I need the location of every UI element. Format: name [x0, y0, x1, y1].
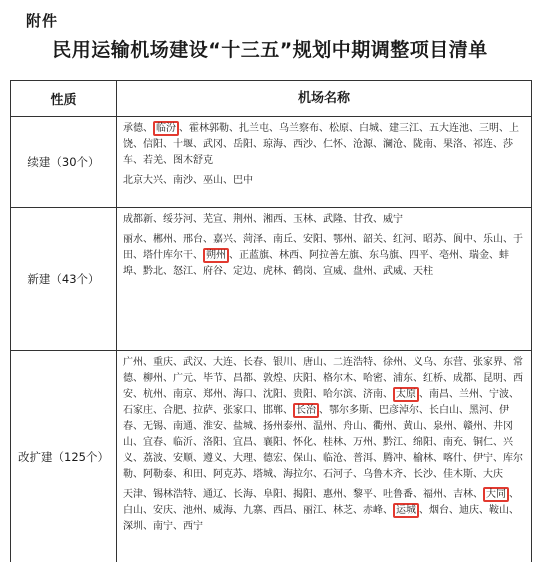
highlighted-airport: 朔州 [203, 248, 229, 263]
highlighted-airport: 大同 [483, 487, 509, 502]
airport-text: 、正蓝旗、林西、阿拉善左旗、东乌旗、四平、亳州、瑞金、蚌埠、黔北、怒江、府谷、定边、虎林、鹤岗、宣威、盘州、武威、天柱 [123, 250, 509, 277]
airport-text: 、烟台、迪庆、鞍山、深圳、南宁、西宁 [123, 505, 519, 532]
airport-text: 、霍林郭勒、扎兰屯、乌兰察布、松原、白城、建三江、五大连池、三明、上饶、信阳、十堰、武冈、岳阳、琼海、西沙、仁怀、沧源、澜沧、陇南、果洛、祁连、莎车、若羌、图木舒克 [123, 123, 519, 166]
table-row [11, 208, 531, 351]
row-category: 续建（30个） [11, 117, 117, 207]
airport-text: 丽水、郴州、邢台、嘉兴、菏泽、南丘、安阳、鄂州、韶关、红河、昭苏、阆中、乐山、于田、塔什库尔干、 [123, 234, 523, 261]
table-row [11, 351, 531, 562]
airport-paragraph [123, 487, 525, 535]
table-header-row [11, 81, 531, 117]
header-category: 性质 [11, 81, 117, 116]
airport-text: 天津、锡林浩特、通辽、长海、阜阳、揭阳、惠州、黎平、吐鲁番、福州、吉林、 [123, 489, 483, 500]
table-row [11, 117, 531, 208]
project-table [10, 80, 532, 562]
row-category: 新建（43个） [11, 208, 117, 350]
airport-text: 、鄂尔多斯、巴彦淖尔、长白山、黑河、伊春、无锡、南通、淮安、盐城、扬州泰州、温州、舟山、衢州、黄山、泉州、赣州、井冈山、宜春、临沂、洛阳、宜昌、襄阳、怀化、桂林、万州、黔江、绵阳、南充、铜仁、兴义、荔波、安顺、遵义、大理、德宏、保山、临沧、普洱、腾冲、榆林、喀什、伊宁、库尔勒、阿勒泰、和田、阿克苏、塔城、海拉尔、石河子、乌鲁木齐、长沙、佳木斯、大庆 [123, 405, 523, 480]
airport-text: 成都新、绥芬河、芜宣、荆州、湘西、玉林、武隆、甘孜、威宁 [123, 214, 403, 225]
airport-list [117, 117, 531, 207]
airport-paragraph [123, 212, 525, 228]
annex-label: 附件 [26, 12, 59, 30]
highlighted-airport: 太原 [393, 387, 419, 402]
airport-list [117, 208, 531, 350]
airport-text: 广州、重庆、武汉、大连、长春、银川、唐山、二连浩特、徐州、义乌、东营、张家界、常德、柳州、广元、毕节、昌都、敦煌、庆阳、格尔木、哈密、浦东、红桥、成都、昆明、西安、杭州、南京、郑州、海口、沈阳、贵阳、哈尔滨、济南、 [123, 357, 523, 400]
airport-paragraph [123, 173, 525, 189]
airport-paragraph [123, 232, 525, 280]
document-title: 民用运输机场建设“十三五”规划中期调整项目清单 [52, 39, 488, 61]
highlighted-airport: 临汾 [153, 121, 179, 136]
airport-text: 、白山、安庆、池州、威海、九寨、西昌、丽江、林芝、赤峰、 [123, 489, 519, 516]
header-airport-names: 机场名称 [297, 90, 350, 106]
airport-text: 承德、 [123, 123, 153, 134]
airport-paragraph [123, 121, 525, 169]
row-category: 改扩建（125个） [11, 351, 117, 562]
airport-text: 、南昌、兰州、宁波、石家庄、合肥、拉萨、张家口、邯郸、 [123, 389, 519, 416]
highlighted-airport: 运城 [393, 503, 419, 518]
airport-list [117, 351, 531, 562]
airport-paragraph [123, 355, 525, 483]
airport-text: 北京大兴、南沙、巫山、巴中 [123, 175, 253, 186]
highlighted-airport: 长治 [293, 403, 319, 418]
